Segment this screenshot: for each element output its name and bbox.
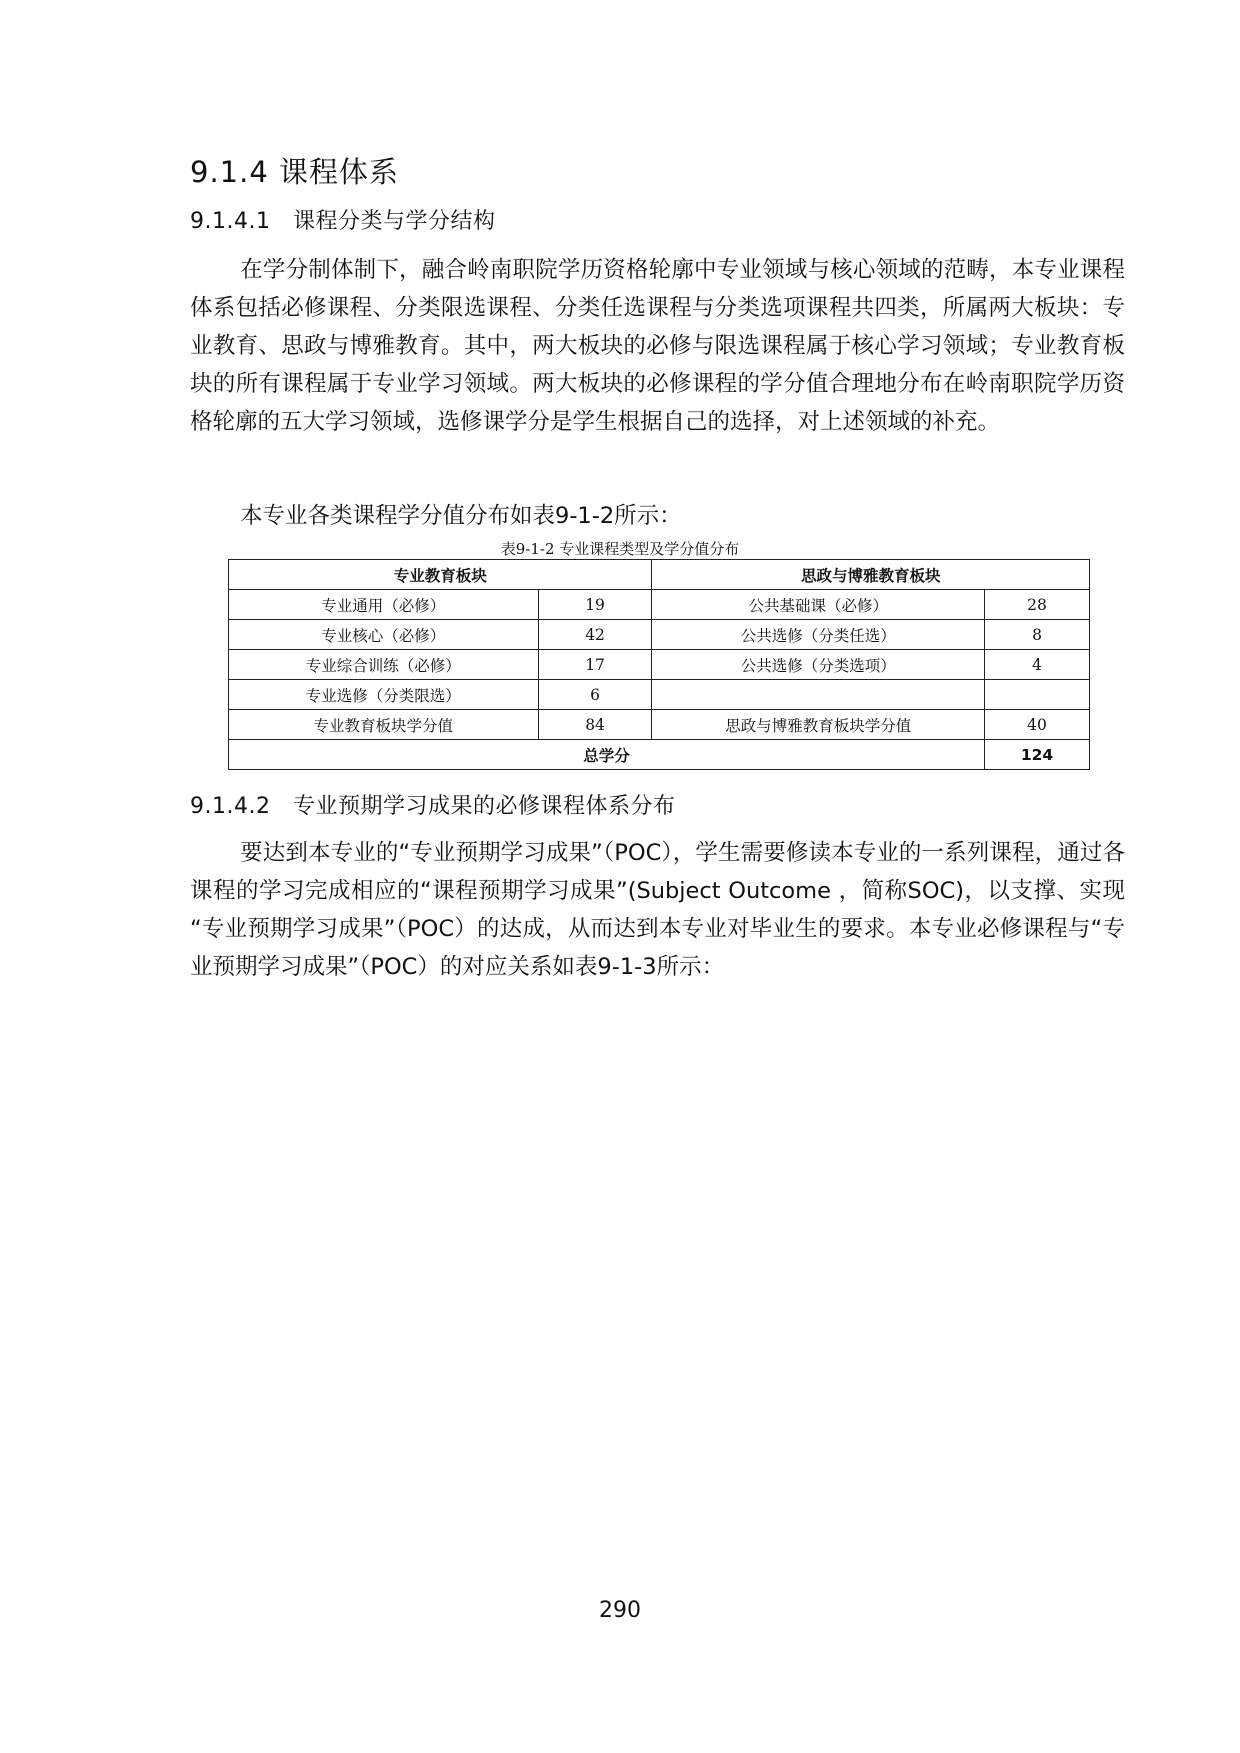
table-row — [229, 710, 1090, 740]
paragraph-table-intro-text: 本专业各类课程学分值分布如表9-1-2所示： — [240, 503, 682, 529]
header-professional-education: 专业教育板块 — [229, 560, 652, 590]
paragraph-table-intro — [190, 497, 1125, 535]
credit-distribution-table — [228, 559, 1090, 770]
total-credits-label: 总学分 — [229, 740, 985, 770]
subsection-heading-credit-structure: 9.1.4.1 课程分类与学分结构 — [190, 209, 496, 234]
course-type-cell: 专业选修（分类限选） — [229, 680, 539, 710]
table-header-row — [229, 560, 1090, 590]
subsection-heading-poc-distribution: 9.1.4.2 专业预期学习成果的必修课程体系分布 — [190, 794, 676, 819]
credit-cell — [985, 680, 1090, 710]
table-caption: 表9-1-2 专业课程类型及学分值分布 — [500, 540, 740, 558]
course-type-cell: 专业教育板块学分值 — [229, 710, 539, 740]
paragraph-poc-text: 要达到本专业的“专业预期学习成果”（POC），学生需要修读本专业的一系列课程，通过各课程的学习完成相应的“课程预期学习成果”(Subject Outcome ，简称SOC)，以支撑、实现 “专业预期学习成果”（POC）的达成，从而达到本专业对毕业生的要求。本专业必修课程与“专业预期学习成果”（POC）的对应关系如表9-1-3所示： — [190, 840, 1125, 980]
course-type-cell: 公共基础课（必修） — [652, 590, 985, 620]
section-heading: 9.1.4 课程体系 — [190, 155, 400, 189]
credit-cell: 17 — [538, 650, 652, 680]
credit-cell: 4 — [985, 650, 1090, 680]
page-number: 290 — [599, 1598, 641, 1623]
credit-cell: 6 — [538, 680, 652, 710]
course-type-cell: 专业核心（必修） — [229, 620, 539, 650]
total-credits-value: 124 — [985, 740, 1090, 770]
table-total-row — [229, 740, 1090, 770]
credit-cell: 19 — [538, 590, 652, 620]
table-row — [229, 620, 1090, 650]
course-type-cell: 公共选修（分类选项） — [652, 650, 985, 680]
header-ideology-liberal-education: 思政与博雅教育板块 — [652, 560, 1090, 590]
credit-cell: 40 — [985, 710, 1090, 740]
course-type-cell — [652, 680, 985, 710]
table-row — [229, 590, 1090, 620]
credit-cell: 42 — [538, 620, 652, 650]
table-row — [229, 650, 1090, 680]
paragraph-poc — [190, 834, 1125, 986]
credit-cell: 28 — [985, 590, 1090, 620]
course-type-cell: 专业通用（必修） — [229, 590, 539, 620]
course-type-cell: 思政与博雅教育板块学分值 — [652, 710, 985, 740]
paragraph-credit-system-text: 在学分制体制下，融合岭南职院学历资格轮廓中专业领域与核心领域的范畴，本专业课程体系包括必修课程、分类限选课程、分类任选课程与分类选项课程共四类，所属两大板块：专业教育、思政与博雅教育。其中，两大板块的必修与限选课程属于核心学习领域；专业教育板块的所有课程属于专业学习领域。两大板块的必修课程的学分值合理地分布在岭南职院学历资格轮廓的五大学习领域，选修课学分是学生根据自己的选择，对上述领域的补充。 — [190, 257, 1125, 435]
table-row — [229, 680, 1090, 710]
paragraph-credit-system — [190, 251, 1125, 441]
credit-cell: 84 — [538, 710, 652, 740]
credit-cell: 8 — [985, 620, 1090, 650]
course-type-cell: 专业综合训练（必修） — [229, 650, 539, 680]
course-type-cell: 公共选修（分类任选） — [652, 620, 985, 650]
